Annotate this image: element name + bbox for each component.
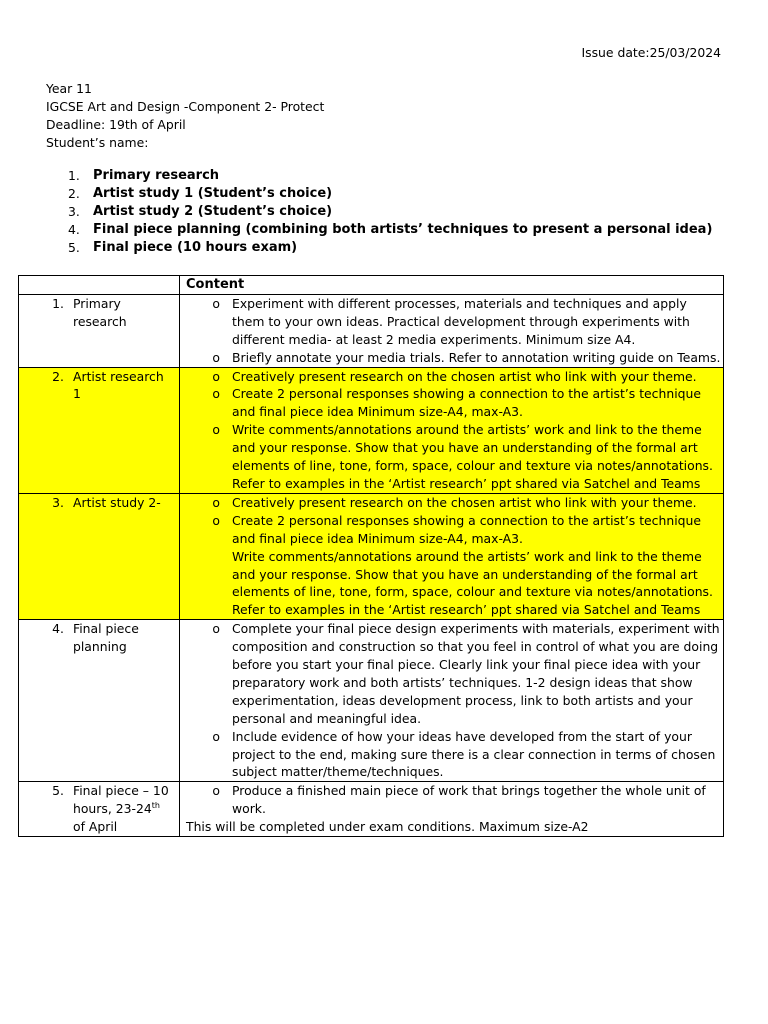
issue-date: Issue date:25/03/2024 <box>581 45 721 60</box>
task-item: 3. Artist study 2 (Student’s choice) <box>68 204 333 219</box>
exam-note: This will be completed under exam conditions. Maximum size-A2 <box>186 819 589 835</box>
list-item: o Create 2 personal responses showing a connection to the artist’s technique and final piece idea Minimum size-A4, max-A3. <box>212 512 701 546</box>
table-row: 4. Final piece planning o Complete your final piece design experiments with materials, experiment with composition and construction so that you feel in control of what you are doing before you start your final piece. Clearly link your final piece idea with your preparatory work and both artists’ techniques. 1-2 design ideas that show experimentation, ideas development process, link to both artists and your personal and meaningful idea. o Include evidence of how your ideas have developed from the start of your project to the end, making sure there is a clear connection in terms of chosen subject matter/theme/techniques. <box>19 620 724 782</box>
table-row: 5. Final piece – 10 hours, 23-24th of April o Produce a finished main piece of work that brings together the whole unit of work. This will be completed under exam conditions. Maximum size-A2 <box>19 782 724 837</box>
table-header-row <box>19 276 724 295</box>
header-empty-cell <box>19 276 180 295</box>
row-label: Artist research 1 <box>73 368 164 402</box>
header-content-cell <box>180 276 724 295</box>
document-header <box>46 80 324 152</box>
table-row: 3. Artist study 2- o Creatively present research on the chosen artist who link with your theme. o Create 2 personal responses showing a connection to the artist’s technique and final piece idea Minimum size-A4, max-A3. Write comments/annotations around the artists’ work and link to the theme and your response. Show that you have an understanding of the formal art elements of line, tone, form, space, colour and texture via notes/annotations. Refer to examples in the ‘Artist research’ ppt shared via Satchel and Teams <box>19 493 724 619</box>
row-label: Artist study 2- <box>73 494 161 510</box>
list-item: o Briefly annotate your media trials. Refer to annotation writing guide on Teams. <box>212 349 721 365</box>
list-item: o Creatively present research on the chosen artist who link with your theme. <box>212 494 697 510</box>
student-name-field: Student’s name: <box>46 134 149 150</box>
task-item: 1. Primary research <box>68 168 220 183</box>
table-row: 1. Primary research o Experiment with different processes, materials and techniques and apply them to your own ideas. Practical development through experiments with different media- at least 2 media experiments. Minimum size A4. o Briefly annotate your media trials. Refer to annotation writing guide on Teams. <box>19 294 724 367</box>
row-label: Final piece – 10 hours, 23-24th of April <box>73 783 169 835</box>
course-title: IGCSE Art and Design -Component 2- Protect <box>46 98 325 114</box>
content-header: Content <box>186 277 245 292</box>
list-item: o Write comments/annotations around the artists’ work and link to the theme and your response. Show that you have an understanding of the formal art elements of line, tone, form, space, colour and texture via notes/annotations. Refer to examples in the ‘Artist research’ ppt shared via Satchel and Teams <box>212 422 713 491</box>
list-item: o Experiment with different processes, materials and techniques and apply them to your own ideas. Practical development through experiments with different media- at least 2 media experiments. Minimum size A4. <box>212 295 690 347</box>
row-label: Primary research <box>73 295 127 329</box>
year-label: Year 11 <box>46 81 92 96</box>
list-item: o Create 2 personal responses showing a connection to the artist’s technique and final piece idea Minimum size-A4, max-A3. <box>212 386 701 420</box>
table-row: 2. Artist research 1 o Creatively present research on the chosen artist who link with your theme. o Create 2 personal responses showing a connection to the artist’s technique and final piece idea Minimum size-A4, max-A3. o Write comments/annotations around the artists’ work and link to the theme and your response. Show that you have an understanding of the formal art elements of line, tone, form, space, colour and texture via notes/annotations. Refer to examples in the ‘Artist research’ ppt shared via Satchel and Teams <box>19 367 724 493</box>
list-item: o Complete your final piece design experiments with materials, experiment with composition and construction so that you feel in control of what you are doing before you start your final piece. Clearly link your final piece idea with your preparatory work and both artists’ techniques. 1-2 design ideas that show experimentation, ideas development process, link to both artists and your personal and meaningful idea. <box>212 621 720 726</box>
row-label: Final piece planning <box>73 621 139 655</box>
task-item: 2. Artist study 1 (Student’s choice) <box>68 186 333 201</box>
list-item: o Include evidence of how your ideas have developed from the start of your project to the end, making sure there is a clear connection in terms of chosen subject matter/theme/techniques. <box>212 728 716 780</box>
deadline: Deadline: 19th of April <box>46 116 186 132</box>
list-item: o Creatively present research on the chosen artist who link with your theme. <box>212 368 697 384</box>
task-list <box>68 167 712 257</box>
continuation-text: Write comments/annotations around the artists’ work and link to the theme and your response. Show that you have an understanding of the formal art elements of line, tone, form, space, colour and texture via notes/annotations. Refer to examples in the ‘Artist research’ ppt shared via Satchel and Teams <box>232 548 713 618</box>
plan-table <box>18 275 724 837</box>
list-item: o Produce a finished main piece of work that brings together the whole unit of work. <box>212 783 706 817</box>
task-item: 4. Final piece planning (combining both artists’ techniques to present a personal idea) <box>68 222 713 237</box>
task-item: 5. Final piece (10 hours exam) <box>68 240 298 255</box>
